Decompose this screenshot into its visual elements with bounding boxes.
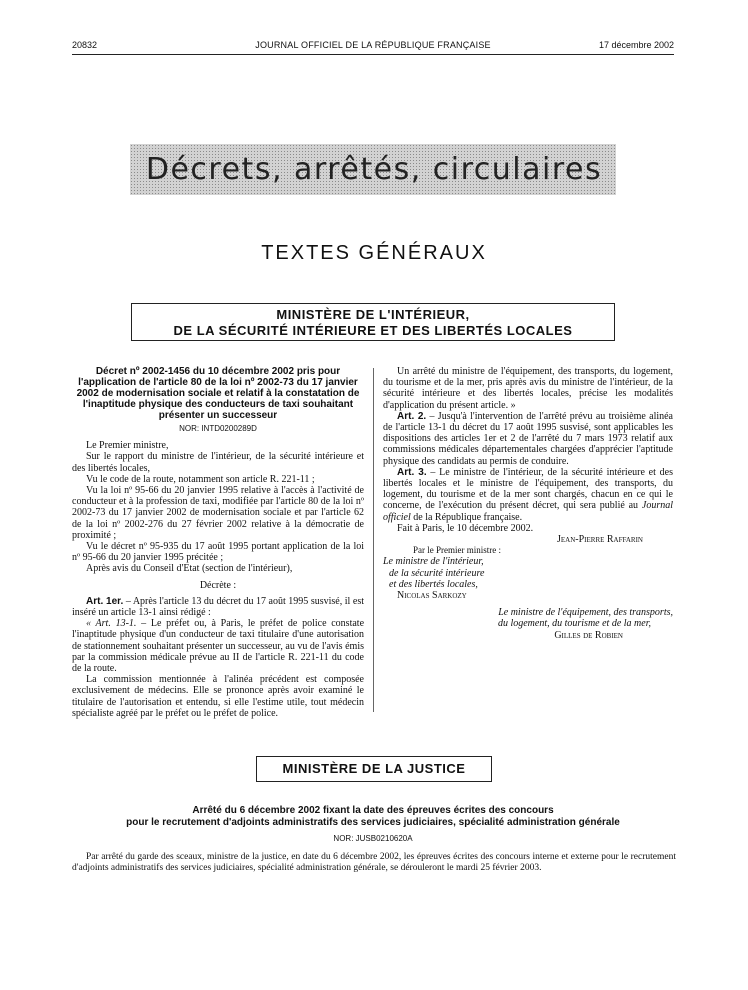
visa-5: Après avis du Conseil d'Etat (section de l'intérieur), [86, 563, 293, 575]
article-3-label: Art. 3. [397, 466, 427, 478]
minister-equipment-2: du logement, du tourisme et de la mer, [497, 618, 651, 630]
article-2-label: Art. 2. [397, 410, 427, 422]
article-13-1-label: « Art. 13-1. [86, 618, 137, 630]
minister-equipment-name: Gilles de Robien [554, 629, 623, 641]
article-1 [72, 596, 364, 618]
article-13-1 [72, 618, 364, 674]
decree-column-left [72, 366, 364, 719]
arrete-title-line-1: Arrêté du 6 décembre 2002 fixant la date des épreuves écrites des concours [192, 805, 554, 816]
column-divider [373, 368, 374, 712]
fait-a-paris: Fait à Paris, le 10 décembre 2002. [397, 522, 534, 534]
minister-interior-3: et des libertés locales, [389, 578, 478, 590]
issue-date: 17 décembre 2002 [598, 40, 674, 50]
decrete: Décrète : [199, 579, 237, 591]
par-le-premier-ministre: Par le Premier ministre : [413, 545, 501, 556]
arrete-body: Par arrêté du garde des sceaux, ministre de la justice, en date du 6 décembre 2002, les épreuves écrites des concours interne et externe pour le recrutement d'adjoints administratifs des services judiciaires, spécialité administration générale, se dérouleront le mardi 25 février 2003. [72, 852, 676, 873]
visa-2: Vu le code de la route, notamment son article R. 221-11 ; [86, 473, 315, 485]
decree-nor: NOR: INTD0200289D [179, 424, 257, 433]
article-13-1-text: – Le préfet ou, à Paris, le préfet de police constate l'inaptitude physique d'un conducteur de taxi titulaire d'une autorisation de stationnement souhaitant présenter un successeur, au vu de l'avis émis par la commission médicale prévue au II de l'article R. 221-11 du code de la route. [72, 618, 365, 675]
article-1-label: Art. 1er. [86, 595, 124, 607]
arrete-title-line-2: pour le recrutement d'adjoints administratifs des services judiciaires, spécialité administration générale [126, 817, 620, 828]
article-3 [383, 467, 673, 523]
visa-3: Vu la loi nº 95-66 du 20 janvier 1995 relative à l'accès à l'activité de conducteur et à la profession de taxi, modifiée par l'article 80 de la loi nº 2002-73 du 17 janvier 2002 de modernisation sociale et par l'article 62 de la loi nº 2002-276 du 27 février 2002 relative à la démocratie de proximité ; [72, 485, 364, 541]
header-rule [72, 54, 674, 55]
visa-4: Vu le décret nº 95-935 du 17 août 1995 portant application de la loi nº 95-66 du 20 janvier 1995 précitée ; [72, 541, 364, 564]
section-title: TEXTES GÉNÉRAUX [261, 242, 487, 264]
minister-interior-1: Le ministre de l'intérieur, [383, 556, 484, 568]
article-3-text-a: – Le ministre de l'intérieur, de la sécurité intérieure et des libertés locales et le ministre de l'équipement, des transports, du logement, du tourisme et de la mer sont chargés, chacun en ce qui le concerne, de l'exécution du présent décret, qui sera publié au [383, 466, 674, 512]
visa-1: Sur le rapport du ministre de l'intérieur, de la sécurité intérieure et des libertés locales, [72, 451, 364, 474]
ministry-box-justice: MINISTÈRE DE LA JUSTICE [256, 756, 492, 782]
article-3-jo: Journal officiel [383, 500, 673, 523]
journal-title: JOURNAL OFFICIEL DE LA RÉPUBLIQUE FRANÇAISE [255, 40, 491, 50]
ministry-line-1: MINISTÈRE DE L'INTÉRIEUR, [276, 307, 470, 322]
ministry-box-interior [131, 303, 615, 341]
minister-equipment-1: Le ministre de l'équipement, des transports, [498, 607, 673, 619]
article-2-text: – Jusqu'à l'intervention de l'arrêté prévu au troisième alinéa de l'article 13-1 du décret du 17 août 1995 susvisé, sont applicables les dispositions des articles 1er et 2 de l'arrêté du 7 mars 1973 relatif aux commissions médicales départementales chargées d'apprécier l'aptitude physique des candidats au permis de conduire. [383, 410, 673, 467]
decree-column-right [383, 366, 673, 641]
article-2 [383, 411, 673, 467]
minister-interior-name: Nicolas Sarkozy [397, 590, 467, 602]
article-3-text-b: de la République française. [410, 511, 523, 523]
decree-title: Décret nº 2002-1456 du 10 décembre 2002 pris pour l'application de l'article 80 de la loi nº 2002-73 du 17 janvier 2002 de modernisation sociale et relatif à la constatation de l'inaptitude physique des conducteurs de taxi souhaitant présenter un successeur [76, 366, 360, 421]
signer-premier-ministre: Jean-Pierre Raffarin [557, 534, 643, 546]
page-number: 20832 [72, 40, 98, 50]
article-1-text: – Après l'article 13 du décret du 17 août 1995 susvisé, il est inséré un article 13-1 ainsi rédigé : [72, 595, 364, 619]
minister-interior-2: de la sécurité intérieure [389, 567, 485, 579]
arrete-title [72, 805, 674, 829]
commission-paragraph: La commission mentionnée à l'alinéa précédent est composée exclusivement de médecins. Elle se prononce après avoir examiné le titulaire de l'autorisation et entendu, si elle l'estime utile, tout médecin spécialiste agréé par le préfet ou le préfet de police. [72, 674, 364, 719]
ministry-line-2: DE LA SÉCURITÉ INTÉRIEURE ET DES LIBERTÉS LOCALES [173, 323, 573, 338]
premier-ministre: Le Premier ministre, [86, 440, 169, 452]
arrete-paragraph: Un arrêté du ministre de l'équipement, des transports, du logement, du tourisme et de la mer, pris après avis du ministre de l'intérieur, de la sécurité intérieure et des libertés locales, précise les modalités d'application du présent article. » [383, 366, 673, 411]
banner-title: Décrets, arrêtés, circulaires [145, 152, 603, 187]
arrete-nor: NOR: JUSB0210620A [333, 834, 413, 843]
